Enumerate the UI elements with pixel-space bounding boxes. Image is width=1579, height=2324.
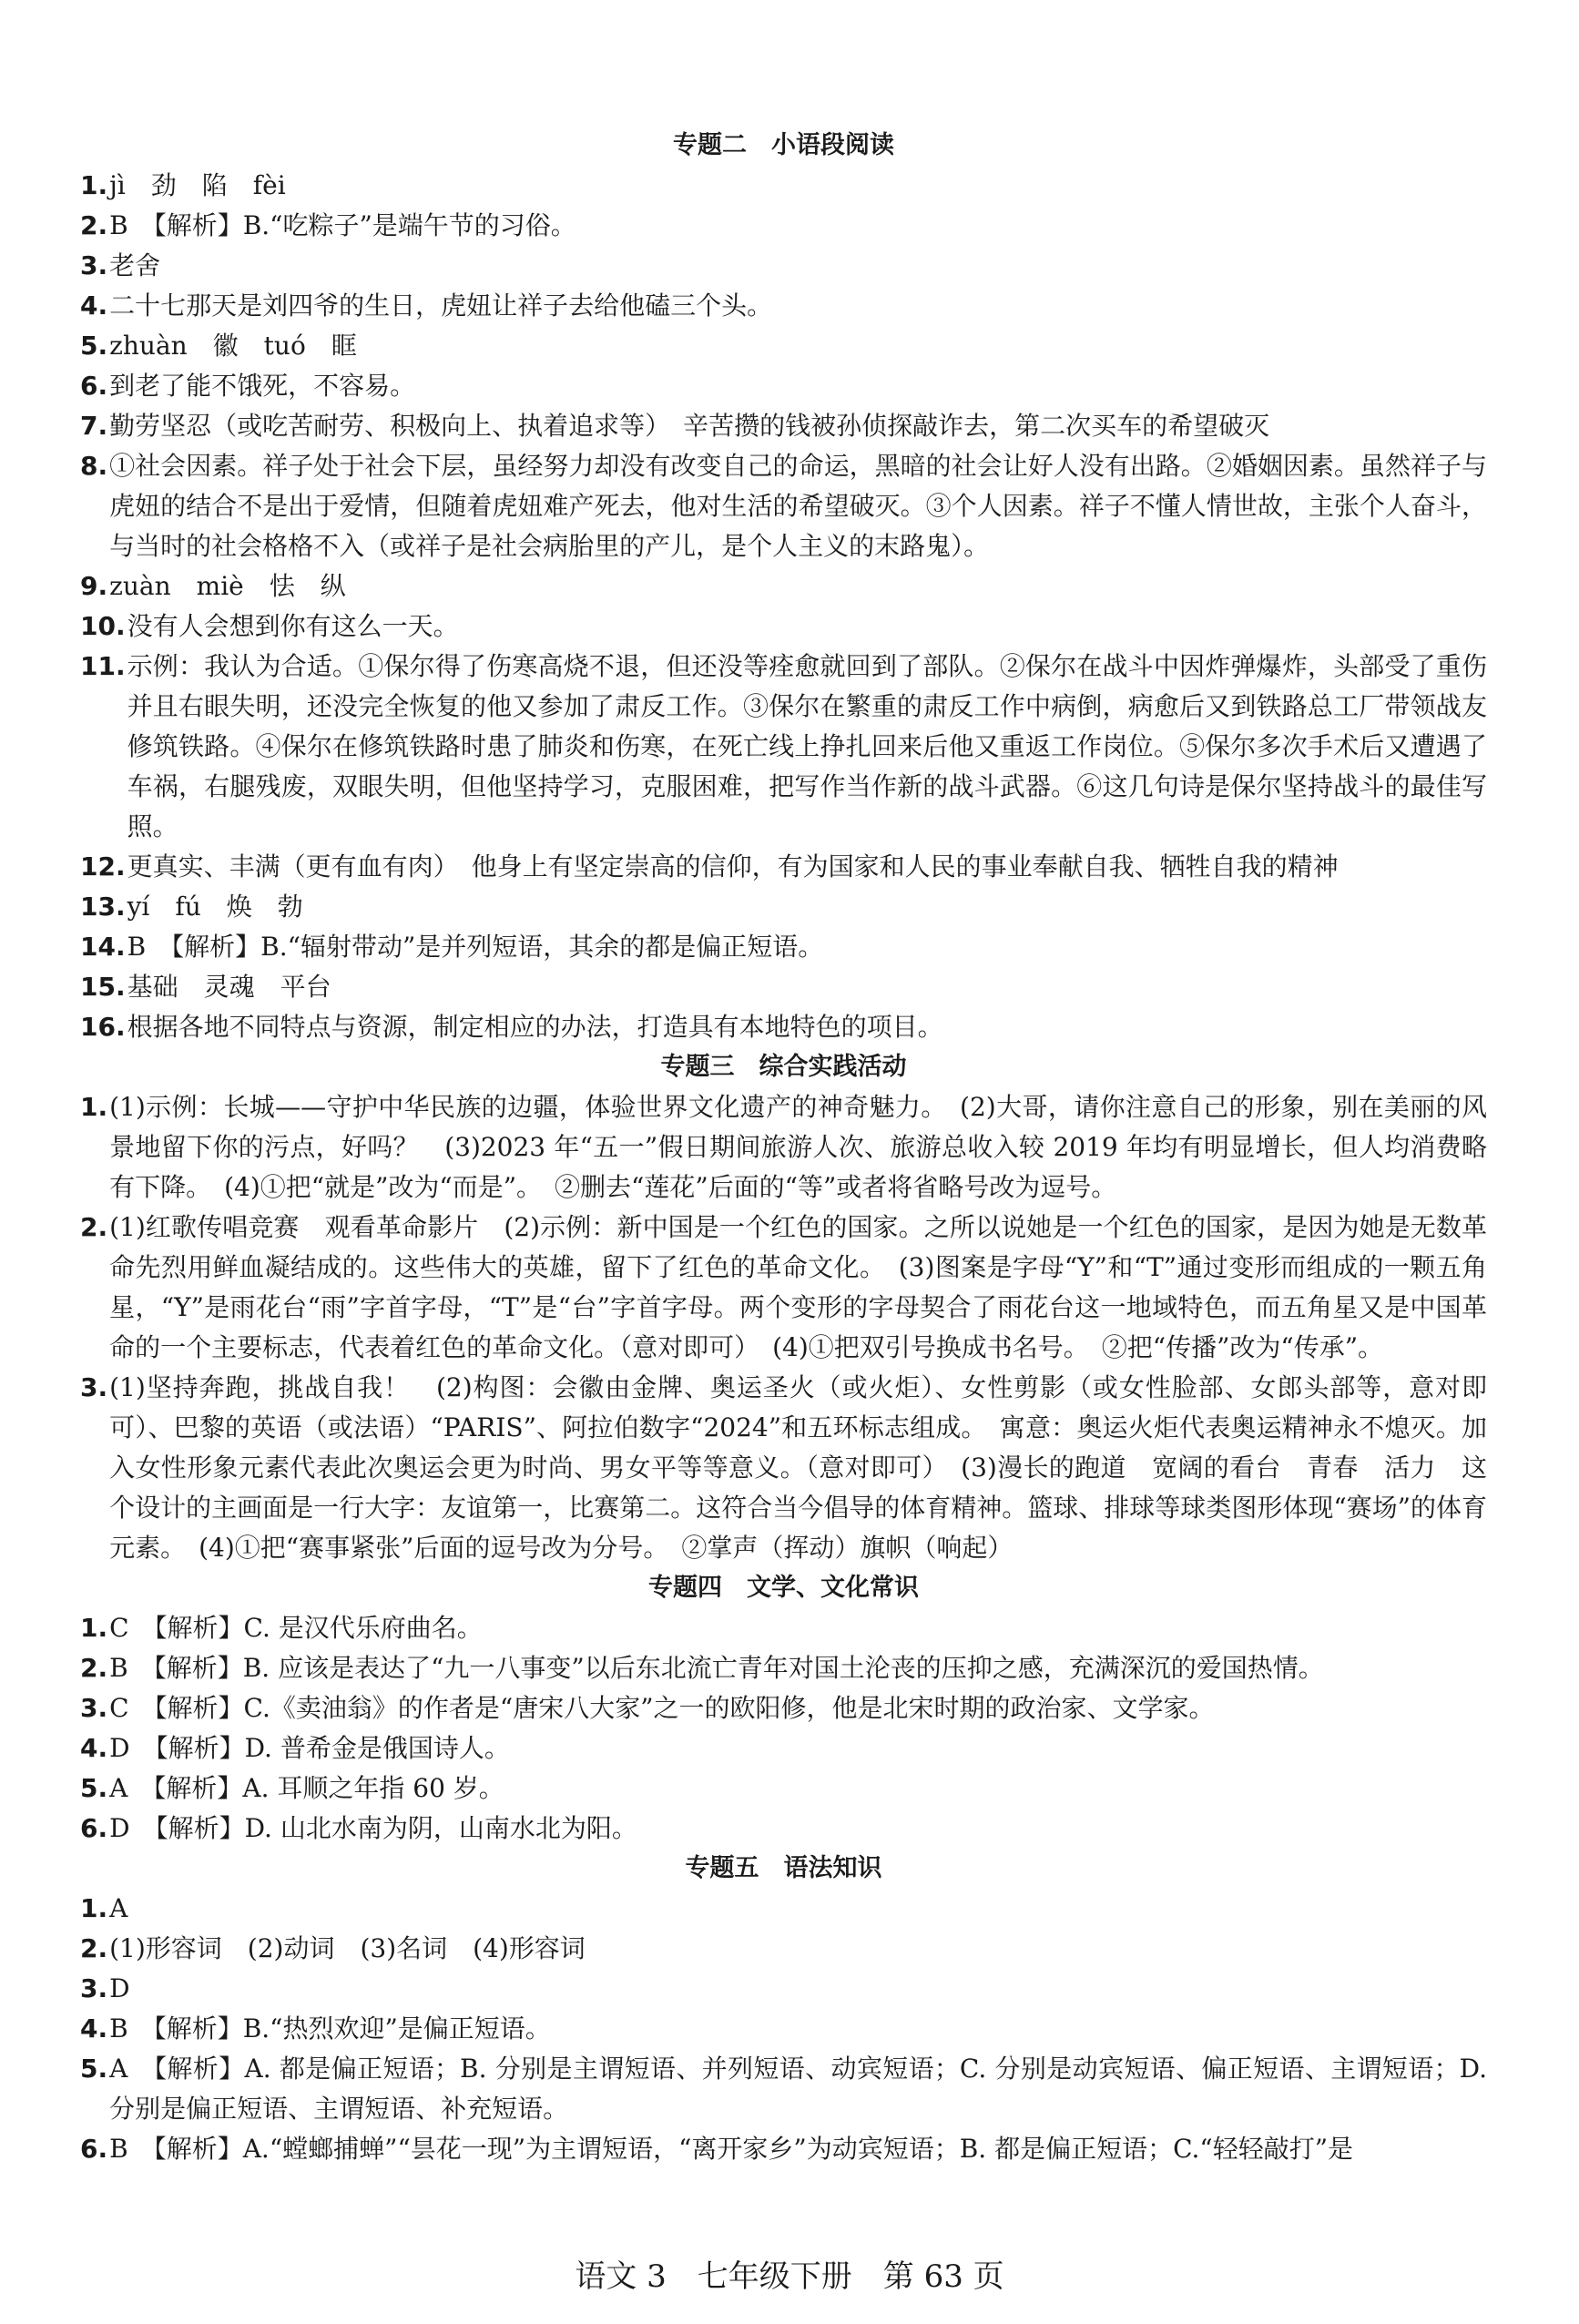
item-number: 9. xyxy=(80,571,108,601)
item-number: 3. xyxy=(80,250,108,280)
item-text: 勤劳坚忍（或吃苦耐劳、积极向上、执着追求等） 辛苦攒的钱被孙侦探敲诈去，第二次买车的希望破灭 xyxy=(109,411,1270,441)
item-text: 老舍 xyxy=(109,250,161,280)
item-text: zuàn miè 怯 纵 xyxy=(109,571,346,601)
item-number: 3. xyxy=(80,1973,108,2003)
item-text: D 【解析】D. 普希金是俄国诗人。 xyxy=(109,1733,510,1763)
item-text: 基础 灵魂 平台 xyxy=(127,972,331,1002)
item-number: 1. xyxy=(80,1092,108,1122)
answer-item xyxy=(80,1007,1487,1047)
item-number: 16. xyxy=(80,1012,126,1042)
answer-item xyxy=(80,406,1487,446)
answer-item xyxy=(80,1208,1487,1368)
section-title: 专题二 小语段阅读 xyxy=(673,131,894,159)
answer-item xyxy=(80,206,1487,246)
section-title: 专题五 语法知识 xyxy=(685,1854,882,1882)
answer-item xyxy=(80,1728,1487,1768)
item-number: 5. xyxy=(80,1773,108,1803)
answer-item xyxy=(80,1929,1487,1969)
item-text: 到老了能不饿死，不容易。 xyxy=(109,371,416,401)
answer-item xyxy=(80,166,1487,206)
item-number: 13. xyxy=(80,892,126,922)
section-title: 专题四 文学、文化常识 xyxy=(648,1574,919,1602)
item-text: A 【解析】A. 都是偏正短语；B. 分别是主谓短语、并列短语、动宾短语；C. 分别是动宾短语、偏正短语、主谓短语；D. 分别是偏正短语、主谓短语、补充短语。 xyxy=(109,2054,1495,2124)
answer-item xyxy=(80,967,1487,1007)
answer-item xyxy=(80,1969,1487,2009)
item-text: (1)形容词 (2)动词 (3)名词 (4)形容词 xyxy=(109,1933,586,1963)
answer-item xyxy=(80,246,1487,286)
item-number: 1. xyxy=(80,1613,108,1643)
item-number: 12. xyxy=(80,851,126,882)
item-text: (1)坚持奔跑，挑战自我！ (2)构图：会徽由金牌、奥运圣火（或火炬）、女性剪影（或女性脸部、女郎头部等，意对即可）、巴黎的英语（或法语）“PARIS”、阿拉伯数字“2024”和五环标志组成。 寓意：奥运火炬代表奥运精神永不熄灭。加入女性形象元素代表此次奥运会更为时尚、男女平等等意义。（意对即可） (3)漫长的跑道 宽阔的看台 青春 活力 这个设计的主画面是一行大字：友谊第一，比赛第二。这符合当今倡导的体育精神。篮球、排球等球类图形体现“赛场”的体育元素。 (4)①把“赛事紧张”后面的逗号改为分号。 ②掌声（挥动）旗帜（响起） xyxy=(109,1372,1487,1563)
answer-item xyxy=(80,927,1487,967)
item-text: B 【解析】B.“吃粽子”是端午节的习俗。 xyxy=(109,210,576,240)
item-number: 6. xyxy=(80,1813,108,1843)
item-number: 2. xyxy=(80,1212,108,1242)
item-text: C 【解析】C.《卖油翁》的作者是“唐宋八大家”之一的欧阳修，他是北宋时期的政治家、文学家。 xyxy=(109,1693,1215,1723)
answer-item xyxy=(80,366,1487,406)
item-text: 没有人会想到你有这么一天。 xyxy=(127,611,459,641)
item-text: B 【解析】B. 应该是表达了“九一八事变”以后东北流亡青年对国土沦丧的压抑之感，充满深沉的爱国热情。 xyxy=(109,1653,1324,1683)
item-number: 7. xyxy=(80,411,108,441)
item-number: 4. xyxy=(80,290,108,321)
item-text: D xyxy=(109,1973,130,2003)
item-text: ①社会因素。祥子处于社会下层，虽经努力却没有改变自己的命运，黑暗的社会让好人没有出路。②婚姻因素。虽然祥子与虎妞的结合不是出于爱情，但随着虎妞难产死去，他对生活的希望破灭。③个人因素。祥子不懂人情世故，主张个人奋斗，与当时的社会格格不入（或祥子是社会病胎里的产儿，是个人主义的末路鬼）。 xyxy=(109,451,1487,561)
answer-item xyxy=(80,847,1487,887)
answer-item xyxy=(80,606,1487,647)
item-text: B 【解析】B.“辐射带动”是并列短语，其余的都是偏正短语。 xyxy=(127,932,824,962)
item-number: 1. xyxy=(80,1893,108,1923)
answer-item xyxy=(80,1809,1487,1849)
answer-item xyxy=(80,1688,1487,1728)
page-footer: 语文 3 七年级下册 第 63 页 xyxy=(575,2258,1004,2295)
item-number: 2. xyxy=(80,1653,108,1683)
item-number: 10. xyxy=(80,611,126,641)
answer-item xyxy=(80,326,1487,366)
item-number: 1. xyxy=(80,170,108,200)
item-text: 根据各地不同特点与资源，制定相应的办法，打造具有本地特色的项目。 xyxy=(127,1012,943,1042)
item-text: A 【解析】A. 耳顺之年指 60 岁。 xyxy=(109,1773,504,1803)
item-number: 15. xyxy=(80,972,126,1002)
item-text: A xyxy=(109,1893,128,1923)
item-text: C 【解析】C. 是汉代乐府曲名。 xyxy=(109,1613,483,1643)
item-number: 4. xyxy=(80,2013,108,2044)
answer-item xyxy=(80,1608,1487,1648)
answer-item xyxy=(80,1768,1487,1809)
answer-item xyxy=(80,286,1487,326)
item-number: 11. xyxy=(80,651,126,681)
item-number: 5. xyxy=(80,331,108,361)
item-number: 6. xyxy=(80,371,108,401)
section-title: 专题三 综合实践活动 xyxy=(660,1053,907,1081)
item-text: 示例：我认为合适。①保尔得了伤寒高烧不退，但还没等痊愈就回到了部队。②保尔在战斗中因炸弹爆炸，头部受了重伤并且右眼失明，还没完全恢复的他又参加了肃反工作。③保尔在繁重的肃反工作中病倒，病愈后又到铁路总工厂带领战友修筑铁路。④保尔在修筑铁路时患了肺炎和伤寒，在死亡线上挣扎回来后他又重返工作岗位。⑤保尔多次手术后又遭遇了车祸，右腿残废，双眼失明，但他坚持学习，克服困难，把写作当作新的战斗武器。⑥这几句诗是保尔坚持战斗的最佳写照。 xyxy=(127,651,1487,841)
item-text: B 【解析】B.“热烈欢迎”是偏正短语。 xyxy=(109,2013,551,2044)
answer-item xyxy=(80,1087,1487,1208)
answer-item xyxy=(80,887,1487,927)
item-number: 2. xyxy=(80,210,108,240)
answer-item xyxy=(80,1368,1487,1568)
item-number: 14. xyxy=(80,932,126,962)
item-number: 3. xyxy=(80,1693,108,1723)
answer-item xyxy=(80,647,1487,847)
answer-content xyxy=(80,126,1495,2169)
item-text: yí fú 焕 勃 xyxy=(127,892,303,922)
item-number: 3. xyxy=(80,1372,108,1402)
item-number: 4. xyxy=(80,1733,108,1763)
item-text: D 【解析】D. 山北水南为阴，山南水北为阳。 xyxy=(109,1813,637,1843)
answer-item xyxy=(80,2009,1487,2049)
answer-item xyxy=(80,2129,1487,2169)
item-number: 8. xyxy=(80,451,108,481)
item-text: zhuàn 徽 tuó 眶 xyxy=(109,331,357,361)
item-number: 6. xyxy=(80,2134,108,2164)
answer-item xyxy=(80,2049,1495,2129)
item-number: 5. xyxy=(80,2054,108,2084)
answer-item xyxy=(80,1648,1487,1688)
item-text: (1)红歌传唱竞赛 观看革命影片 (2)示例：新中国是一个红色的国家。之所以说她是一个红色的国家，是因为她是无数革命先烈用鲜血凝结成的。这些伟大的英雄，留下了红色的革命文化。 (3)图案是字母“Y”和“T”通过变形而组成的一颗五角星，“Y”是雨花台“雨”字首字母，“T”是“台”字首字母。两个变形的字母契合了雨花台这一地域特色，而五角星又是中国革命的一个主要标志，代表着红色的革命文化。（意对即可） (4)①把双引号换成书名号。 ②把“传播”改为“传承”。 xyxy=(109,1212,1487,1362)
item-text: B 【解析】A.“螳螂捕蝉”“昙花一现”为主谓短语，“离开家乡”为动宾短语；B. 都是偏正短语；C.“轻轻敲打”是 xyxy=(109,2134,1354,2164)
item-text: (1)示例：长城——守护中华民族的边疆，体验世界文化遗产的神奇魅力。 (2)大哥，请你注意自己的形象，别在美丽的风景地留下你的污点，好吗？ (3)2023 年“五一”假日期间旅游人次、旅游总收入较 2019 年均有明显增长，但人均消费略有下降。 (4)①把“就是”改为“而是”。 ②删去“莲花”后面的“等”或者将省略号改为逗号。 xyxy=(109,1092,1487,1202)
item-text: jì 劲 陷 fèi xyxy=(109,170,286,200)
answer-item xyxy=(80,566,1487,606)
item-number: 2. xyxy=(80,1933,108,1963)
answer-item xyxy=(80,1889,1487,1929)
item-text: 二十七那天是刘四爷的生日，虎妞让祥子去给他磕三个头。 xyxy=(109,290,773,321)
item-text: 更真实、丰满（更有血有肉） 他身上有坚定崇高的信仰，有为国家和人民的事业奉献自我、牺牲自我的精神 xyxy=(127,851,1339,882)
answer-item xyxy=(80,446,1487,566)
